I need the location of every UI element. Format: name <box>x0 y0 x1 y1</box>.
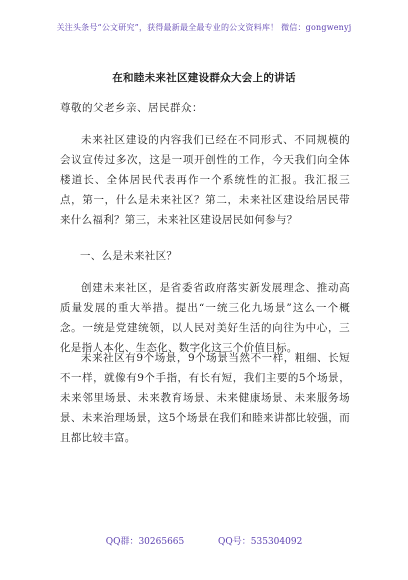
paragraph-intro: 未来社区建设的内容我们已经在不同形式、不同规模的会议宣传过多次，这是一项开创性的工作，今天我们向全体楼道长、全体居民代表再作一个系统性的汇报。我汇报三点，第一，什么是未来社区？第二，未来社区建设给居民带来什么福利？第三，未来社区建设居民如何参与？ <box>60 134 350 226</box>
footer-contact <box>0 534 408 547</box>
paragraph-definition: 创建未来社区，是省委省政府落实新发展理念、推动高质量发展的重大举措。提出“一统三化九场景”这么一个概念。一统是党建统领，以人民对美好生活的向往为中心，三化是指人本化、生态化、数字化这三个价值目标。 <box>60 282 350 354</box>
paragraph-scenes: 未来社区有9个场景，9个场景当然不一样，粗细、长短不一样，就像有9个手指，有长有短，我们主要的5个场景，未来邻里场景、未来教育场景、未来健康场景、未来服务场景、未来治理场景，这5个场景在我们和睦来讲都比较强，而且都比较丰富。 <box>60 352 350 444</box>
section-heading-1: 一、么是未来社区？ <box>80 250 178 262</box>
document-title: 在和睦未来社区建设群众大会上的讲话 <box>112 72 296 84</box>
salutation: 尊敬的父老乡亲、居民群众： <box>60 102 203 114</box>
footer-qq-number: QQ号：535304092 <box>218 537 303 547</box>
footer-qq-group: QQ群：30265665 <box>105 537 185 547</box>
header-promo-note: 关注头条号“公文研究”，获得最新最全最专业的公文资料库！ 微信：gongwenyj <box>56 23 352 32</box>
